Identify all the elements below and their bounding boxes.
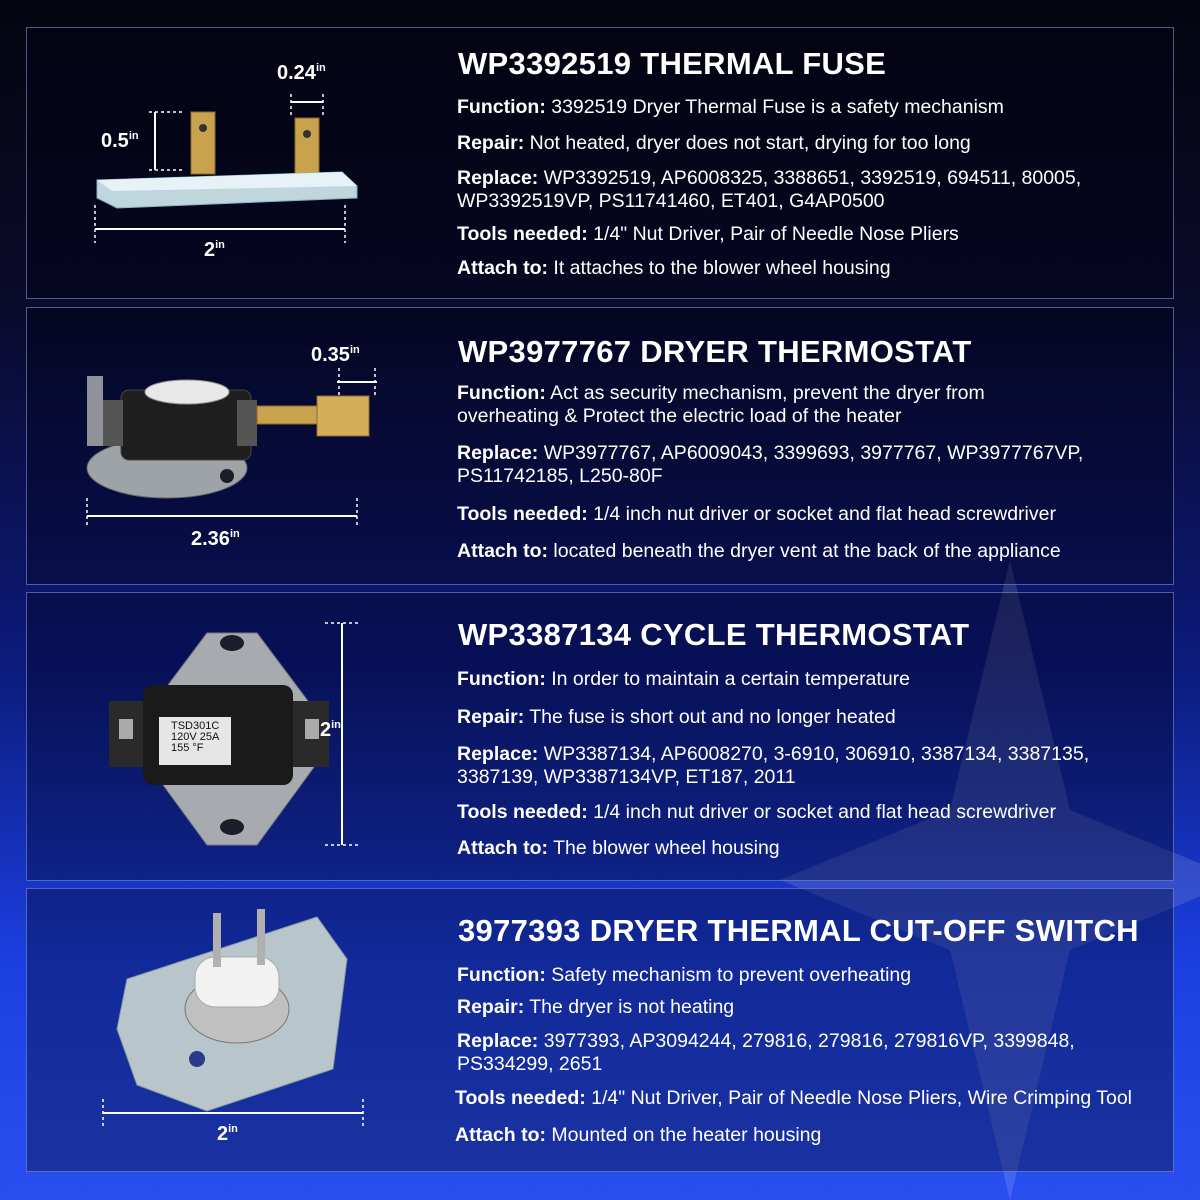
replace-line: Replace: WP3387134, AP6008270, 3-6910, 306910, 3387134, 3387135, xyxy=(457,743,1090,765)
attach-line: Attach to: It attaches to the blower wheel housing xyxy=(457,257,891,279)
part-card-cycle-thermostat xyxy=(26,592,1174,881)
replace-line: Replace: WP3392519, AP6008325, 3388651, 3392519, 694511, 80005, xyxy=(457,167,1082,189)
tools-line: Tools needed: 1/4 inch nut driver or socket and flat head screwdriver xyxy=(457,503,1056,525)
replace-line-2: PS11742185, L250-80F xyxy=(457,465,663,487)
part-title: 3977393 DRYER THERMAL CUT-OFF SWITCH xyxy=(458,913,1139,948)
tools-line: Tools needed: 1/4 inch nut driver or socket and flat head screwdriver xyxy=(457,801,1056,823)
repair-line: Repair: The dryer is not heating xyxy=(457,996,735,1018)
attach-line: Attach to: The blower wheel housing xyxy=(457,837,780,859)
dim-length: $2^{in}$ xyxy=(217,1123,238,1145)
replace-line: Replace: 3977393, AP3094244, 279816, 279816, 279816VP, 3399848, xyxy=(457,1030,1075,1052)
dim-length: $2^{in}$ xyxy=(204,239,225,261)
function-line: Function: In order to maintain a certain temperature xyxy=(457,668,911,690)
part-card-dryer-thermostat xyxy=(26,307,1174,585)
function-line: Function: 3392519 Dryer Thermal Fuse is a safety mechanism xyxy=(457,96,1004,118)
repair-line: Repair: Not heated, dryer does not start, drying for too long xyxy=(457,132,971,154)
part-title: WP3387134 CYCLE THERMOSTAT xyxy=(458,617,970,652)
replace-line: Replace: WP3977767, AP6009043, 3399693, 3977767, WP3977767VP, xyxy=(457,442,1084,464)
replace-line-2: 3387139, WP3387134VP, ET187, 2011 xyxy=(457,766,796,788)
function-line: Function: Safety mechanism to prevent overheating xyxy=(457,964,912,986)
dim-height: $2^{in}$ xyxy=(320,719,341,741)
attach-line: Attach to: Mounted on the heater housing xyxy=(455,1124,822,1146)
replace-line-2: WP3392519VP, PS11741460, ET401, G4AP0500 xyxy=(457,190,885,212)
attach-line: Attach to: located beneath the dryer vent at the back of the appliance xyxy=(457,540,1061,562)
dim-terminal-height: $0.5^{in}$ xyxy=(101,130,139,152)
repair-line: Repair: The fuse is short out and no longer heated xyxy=(457,706,896,728)
thermal-fuse-image xyxy=(87,78,377,258)
tools-line: Tools needed: 1/4" Nut Driver, Pair of Needle Nose Pliers, Wire Crimping Tool xyxy=(455,1087,1132,1109)
function-line-2: overheating & Protect the electric load of the heater xyxy=(457,405,902,427)
part-card-cut-off-switch xyxy=(26,888,1174,1172)
dim-terminal-width: $0.24^{in}$ xyxy=(277,62,326,84)
part-title: WP3392519 THERMAL FUSE xyxy=(458,46,887,81)
dim-terminal-width: $0.35^{in}$ xyxy=(311,344,360,366)
dim-length: $2.36^{in}$ xyxy=(191,528,240,550)
thermostat-label-text: TSD301C 120V 25A 155 °F xyxy=(171,720,220,754)
part-title: WP3977767 DRYER THERMOSTAT xyxy=(458,334,972,369)
tools-line: Tools needed: 1/4" Nut Driver, Pair of Needle Nose Pliers xyxy=(457,223,959,245)
dryer-thermostat-image xyxy=(77,338,377,538)
cut-off-switch-image xyxy=(87,899,387,1129)
function-line: Function: Act as security mechanism, prevent the dryer from xyxy=(457,382,985,404)
replace-line-2: PS334299, 2651 xyxy=(457,1053,603,1075)
part-card-thermal-fuse xyxy=(26,27,1174,299)
